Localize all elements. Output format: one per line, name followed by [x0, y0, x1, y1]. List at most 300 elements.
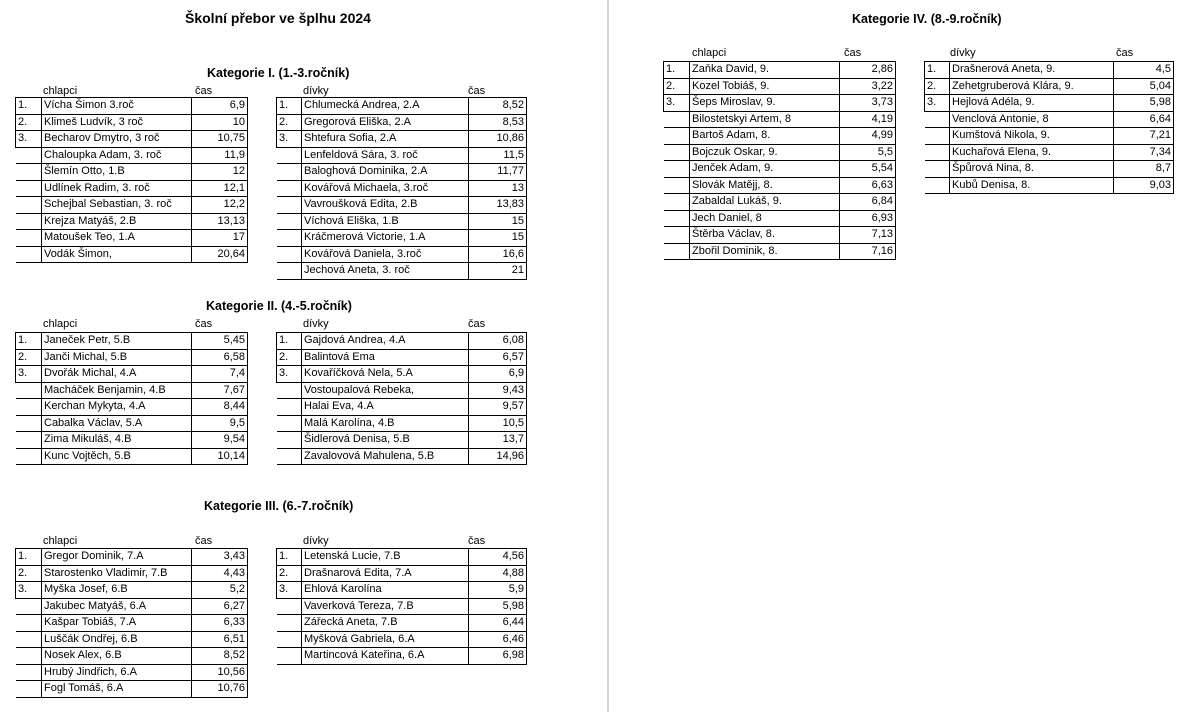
name-cell: Zima Mikuláš, 4.B: [42, 432, 192, 449]
table-row: [664, 194, 896, 211]
time-cell: 13,13: [192, 213, 248, 230]
time-cell: 5,5: [840, 144, 896, 161]
table-row: [664, 161, 896, 178]
time-cell: 4,99: [840, 128, 896, 145]
table-row: [664, 227, 896, 244]
table-row: [16, 549, 248, 566]
time-cell: 8,52: [192, 648, 248, 665]
table-row: [16, 98, 248, 115]
name-cell: Štěrba Václav, 8.: [690, 227, 840, 244]
table-row: [925, 177, 1174, 194]
place-cell: 1.: [664, 62, 690, 79]
name-cell: Luščák Ondřej, 6.B: [42, 631, 192, 648]
time-cell: 10,75: [192, 131, 248, 148]
time-cell: 11,9: [192, 147, 248, 164]
boys-header: chlapci: [43, 535, 78, 547]
name-cell: Gregorová Eliška, 2.A: [302, 114, 469, 131]
place-cell: 2.: [277, 565, 302, 582]
name-cell: Starostenko Vladimir, 7.B: [42, 565, 192, 582]
table-row: [664, 78, 896, 95]
place-cell: [925, 177, 950, 194]
place-cell: [16, 180, 42, 197]
place-cell: 2.: [277, 114, 302, 131]
table-row: [16, 164, 248, 181]
place-cell: 3.: [16, 366, 42, 383]
table-row: [16, 448, 248, 465]
time-cell: 20,64: [192, 246, 248, 263]
place-cell: 2.: [925, 78, 950, 95]
time-cell: 3,73: [840, 95, 896, 112]
time-cell: 11,5: [469, 147, 527, 164]
time-cell: 9,5: [192, 415, 248, 432]
table-row: [16, 197, 248, 214]
table-row: [277, 333, 527, 350]
place-cell: 1.: [16, 98, 42, 115]
time-cell: 4,43: [192, 565, 248, 582]
table-row: [664, 95, 896, 112]
category-title: Kategorie I. (1.-3.ročník): [207, 66, 350, 80]
name-cell: Zářecká Aneta, 7.B: [302, 615, 469, 632]
table-row: [277, 382, 527, 399]
time-cell: 6,98: [469, 648, 527, 665]
time-header: čas: [468, 535, 486, 547]
time-cell: 15: [469, 213, 527, 230]
table-row: [664, 128, 896, 145]
time-cell: 5,98: [1114, 95, 1174, 112]
time-cell: 5,9: [469, 582, 527, 599]
name-cell: Gajdová Andrea, 4.A: [302, 333, 469, 350]
name-cell: Jakubec Matyáš, 6.A: [42, 598, 192, 615]
place-cell: 2.: [277, 349, 302, 366]
name-cell: Hrubý Jindřich, 6.A: [42, 664, 192, 681]
name-cell: Chlumecká Andrea, 2.A: [302, 98, 469, 115]
name-cell: Kumštová Nikola, 9.: [950, 128, 1114, 145]
table-row: [16, 615, 248, 632]
name-cell: Udlínek Radim, 3. roč: [42, 180, 192, 197]
time-header: čas: [468, 85, 486, 97]
table-row: [16, 664, 248, 681]
name-cell: Shtefura Sofia, 2.A: [302, 131, 469, 148]
time-cell: 8,44: [192, 399, 248, 416]
table-row: [277, 615, 527, 632]
time-cell: 3,22: [840, 78, 896, 95]
name-cell: Kráčmerová Victorie, 1.A: [302, 230, 469, 247]
place-cell: [16, 681, 42, 698]
name-cell: Kerchan Mykyta, 4.A: [42, 399, 192, 416]
place-cell: [16, 197, 42, 214]
name-cell: Bilostetskyi Artem, 8: [690, 111, 840, 128]
table-row: [16, 131, 248, 148]
table-row: [277, 197, 527, 214]
name-cell: Gregor Dominik, 7.A: [42, 549, 192, 566]
time-cell: 15: [469, 230, 527, 247]
name-cell: Myšková Gabriela, 6.A: [302, 631, 469, 648]
name-cell: Malá Karolína, 4.B: [302, 415, 469, 432]
table-row: [664, 243, 896, 260]
time-cell: 2,86: [840, 62, 896, 79]
time-cell: 10,86: [469, 131, 527, 148]
time-cell: 6,9: [469, 366, 527, 383]
name-cell: Janeček Petr, 5.B: [42, 333, 192, 350]
place-cell: [664, 194, 690, 211]
time-cell: 7,16: [840, 243, 896, 260]
time-cell: 4,56: [469, 549, 527, 566]
time-cell: 6,63: [840, 177, 896, 194]
name-cell: Krejza Matyáš, 2.B: [42, 213, 192, 230]
name-cell: Cabalka Václav, 5.A: [42, 415, 192, 432]
place-cell: [16, 615, 42, 632]
table-row: [16, 213, 248, 230]
girls-header: dívky: [303, 318, 329, 330]
table-row: [16, 382, 248, 399]
time-cell: 12,1: [192, 180, 248, 197]
name-cell: Bojczuk Oskar, 9.: [690, 144, 840, 161]
place-cell: [277, 213, 302, 230]
place-cell: [277, 598, 302, 615]
place-cell: [925, 111, 950, 128]
name-cell: Zaňka David, 9.: [690, 62, 840, 79]
time-cell: 3,43: [192, 549, 248, 566]
name-cell: Ehlová Karolína: [302, 582, 469, 599]
place-cell: [925, 144, 950, 161]
name-cell: Slovák Matějj, 8.: [690, 177, 840, 194]
name-cell: Vodák Šimon,: [42, 246, 192, 263]
boys-header: chlapci: [43, 318, 78, 330]
place-cell: [16, 382, 42, 399]
time-cell: 10: [192, 114, 248, 131]
time-cell: 5,45: [192, 333, 248, 350]
results-table-cat1-girls: [276, 97, 527, 280]
name-cell: Jenček Adam, 9.: [690, 161, 840, 178]
time-header: čas: [195, 318, 213, 330]
table-row: [16, 147, 248, 164]
table-row: [277, 598, 527, 615]
time-cell: 5,98: [469, 598, 527, 615]
table-row: [277, 448, 527, 465]
time-header: čas: [468, 318, 486, 330]
place-cell: 2.: [16, 565, 42, 582]
table-row: [925, 62, 1174, 79]
place-cell: [16, 664, 42, 681]
time-cell: 7,21: [1114, 128, 1174, 145]
time-cell: 4,5: [1114, 62, 1174, 79]
name-cell: Janči Michal, 5.B: [42, 349, 192, 366]
place-cell: [277, 399, 302, 416]
name-cell: Drašnarová Edita, 7.A: [302, 565, 469, 582]
place-cell: [277, 263, 302, 280]
name-cell: Klimeš Ludvík, 3 roč: [42, 114, 192, 131]
place-cell: [16, 448, 42, 465]
table-row: [277, 164, 527, 181]
place-cell: [664, 161, 690, 178]
name-cell: Kovářová Michaela, 3.roč: [302, 180, 469, 197]
place-cell: 3.: [277, 131, 302, 148]
time-cell: 6,51: [192, 631, 248, 648]
place-cell: [16, 648, 42, 665]
name-cell: Lenfeldová Sára, 3. roč: [302, 147, 469, 164]
table-row: [16, 230, 248, 247]
results-table-cat4-boys: [663, 61, 896, 260]
place-cell: [664, 243, 690, 260]
table-row: [16, 366, 248, 383]
table-row: [16, 349, 248, 366]
table-row: [16, 648, 248, 665]
name-cell: Becharov Dmytro, 3 roč: [42, 131, 192, 148]
table-row: [277, 180, 527, 197]
name-cell: Vícha Šimon 3.roč: [42, 98, 192, 115]
name-cell: Dvořák Michal, 4.A: [42, 366, 192, 383]
name-cell: Myška Josef, 6.B: [42, 582, 192, 599]
place-cell: [664, 144, 690, 161]
table-row: [16, 180, 248, 197]
name-cell: Zbořil Dominik, 8.: [690, 243, 840, 260]
place-cell: 1.: [277, 98, 302, 115]
results-table-cat4-girls: [924, 61, 1174, 194]
name-cell: Drašnerová Aneta, 9.: [950, 62, 1114, 79]
place-cell: [16, 246, 42, 263]
place-cell: 3.: [16, 131, 42, 148]
time-cell: 10,5: [469, 415, 527, 432]
place-cell: [277, 448, 302, 465]
place-cell: 2.: [664, 78, 690, 95]
table-row: [277, 349, 527, 366]
place-cell: [16, 415, 42, 432]
time-cell: 5,2: [192, 582, 248, 599]
column-divider: [607, 0, 609, 712]
place-cell: [16, 164, 42, 181]
results-table-cat3-girls: [276, 548, 527, 665]
name-cell: Šeps Miroslav, 9.: [690, 95, 840, 112]
name-cell: Baloghová Dominika, 2.A: [302, 164, 469, 181]
table-row: [277, 98, 527, 115]
time-cell: 6,57: [469, 349, 527, 366]
time-cell: 8,53: [469, 114, 527, 131]
table-row: [16, 582, 248, 599]
place-cell: [277, 432, 302, 449]
table-row: [925, 78, 1174, 95]
place-cell: [277, 648, 302, 665]
name-cell: Kašpar Tobiáš, 7.A: [42, 615, 192, 632]
time-cell: 6,08: [469, 333, 527, 350]
place-cell: 3.: [16, 582, 42, 599]
time-cell: 12: [192, 164, 248, 181]
name-cell: Šlemín Otto, 1.B: [42, 164, 192, 181]
time-cell: 6,84: [840, 194, 896, 211]
place-cell: 1.: [925, 62, 950, 79]
name-cell: Kuchařová Elena, 9.: [950, 144, 1114, 161]
table-row: [277, 213, 527, 230]
table-row: [277, 648, 527, 665]
table-row: [925, 128, 1174, 145]
place-cell: [16, 631, 42, 648]
results-table-cat2-girls: [276, 332, 527, 465]
place-cell: [664, 111, 690, 128]
time-cell: 7,4: [192, 366, 248, 383]
time-cell: 7,67: [192, 382, 248, 399]
place-cell: [664, 177, 690, 194]
name-cell: Šidlerová Denisa, 5.B: [302, 432, 469, 449]
time-cell: 6,9: [192, 98, 248, 115]
time-cell: 6,58: [192, 349, 248, 366]
place-cell: 1.: [16, 549, 42, 566]
name-cell: Zabaldal Lukáš, 9.: [690, 194, 840, 211]
time-cell: 13,83: [469, 197, 527, 214]
time-cell: 10,14: [192, 448, 248, 465]
place-cell: 2.: [16, 349, 42, 366]
time-header: čas: [844, 47, 862, 59]
name-cell: Vavroušková Edita, 2.B: [302, 197, 469, 214]
name-cell: Hejlová Adéla, 9.: [950, 95, 1114, 112]
place-cell: [925, 161, 950, 178]
name-cell: Kovářová Daniela, 3.roč: [302, 246, 469, 263]
time-cell: 6,93: [840, 210, 896, 227]
place-cell: [277, 164, 302, 181]
table-row: [664, 144, 896, 161]
place-cell: 1.: [277, 549, 302, 566]
table-row: [277, 263, 527, 280]
time-cell: 9,57: [469, 399, 527, 416]
place-cell: [277, 230, 302, 247]
results-table-cat2-boys: [15, 332, 248, 465]
time-cell: 10,76: [192, 681, 248, 698]
name-cell: Matoušek Teo, 1.A: [42, 230, 192, 247]
place-cell: [925, 128, 950, 145]
time-cell: 21: [469, 263, 527, 280]
time-cell: 9,03: [1114, 177, 1174, 194]
table-row: [16, 399, 248, 416]
table-row: [16, 681, 248, 698]
place-cell: 3.: [277, 582, 302, 599]
name-cell: Chaloupka Adam, 3. roč: [42, 147, 192, 164]
time-cell: 5,54: [840, 161, 896, 178]
place-cell: 3.: [664, 95, 690, 112]
place-cell: 1.: [16, 333, 42, 350]
table-row: [277, 147, 527, 164]
table-row: [925, 95, 1174, 112]
name-cell: Zehetgruberová Klára, 9.: [950, 78, 1114, 95]
name-cell: Kunc Vojtěch, 5.B: [42, 448, 192, 465]
table-row: [277, 582, 527, 599]
table-row: [16, 432, 248, 449]
name-cell: Balintová Ema: [302, 349, 469, 366]
table-row: [664, 177, 896, 194]
place-cell: [16, 598, 42, 615]
place-cell: 2.: [16, 114, 42, 131]
place-cell: [277, 147, 302, 164]
name-cell: Kubů Denisa, 8.: [950, 177, 1114, 194]
name-cell: Nosek Alex, 6.B: [42, 648, 192, 665]
name-cell: Martincová Kateřina, 6.A: [302, 648, 469, 665]
time-cell: 14,96: [469, 448, 527, 465]
table-row: [277, 415, 527, 432]
time-cell: 8,52: [469, 98, 527, 115]
time-cell: 6,46: [469, 631, 527, 648]
place-cell: [277, 246, 302, 263]
place-cell: [16, 213, 42, 230]
time-cell: 7,34: [1114, 144, 1174, 161]
boys-header: chlapci: [43, 85, 78, 97]
time-cell: 6,44: [469, 615, 527, 632]
time-cell: 17: [192, 230, 248, 247]
time-cell: 16,6: [469, 246, 527, 263]
time-cell: 11,77: [469, 164, 527, 181]
name-cell: Vostoupalová Rebeka,: [302, 382, 469, 399]
name-cell: Schejbal Sebastian, 3. roč: [42, 197, 192, 214]
time-cell: 4,19: [840, 111, 896, 128]
page-title: Školní přebor ve šplhu 2024: [185, 10, 371, 26]
place-cell: [277, 382, 302, 399]
time-cell: 8,7: [1114, 161, 1174, 178]
table-row: [277, 432, 527, 449]
place-cell: [277, 197, 302, 214]
table-row: [277, 399, 527, 416]
table-row: [277, 565, 527, 582]
table-row: [277, 549, 527, 566]
time-cell: 13,7: [469, 432, 527, 449]
place-cell: 3.: [925, 95, 950, 112]
name-cell: Špůrová Nina, 8.: [950, 161, 1114, 178]
place-cell: [664, 128, 690, 145]
girls-header: dívky: [950, 47, 976, 59]
time-cell: 12,2: [192, 197, 248, 214]
name-cell: Letenská Lucie, 7.B: [302, 549, 469, 566]
place-cell: [16, 432, 42, 449]
name-cell: Kovaříčková Nela, 5.A: [302, 366, 469, 383]
table-row: [277, 230, 527, 247]
table-row: [277, 631, 527, 648]
name-cell: Zavalovová Mahulena, 5.B: [302, 448, 469, 465]
name-cell: Víchová Eliška, 1.B: [302, 213, 469, 230]
place-cell: [277, 180, 302, 197]
time-cell: 5,04: [1114, 78, 1174, 95]
place-cell: 1.: [277, 333, 302, 350]
table-row: [925, 144, 1174, 161]
time-header: čas: [1116, 47, 1134, 59]
name-cell: Vaverková Tereza, 7.B: [302, 598, 469, 615]
boys-header: chlapci: [692, 47, 727, 59]
table-row: [925, 161, 1174, 178]
place-cell: [16, 399, 42, 416]
name-cell: Bartoš Adam, 8.: [690, 128, 840, 145]
results-table-cat1-boys: [15, 97, 248, 263]
table-row: [277, 366, 527, 383]
table-row: [925, 111, 1174, 128]
time-cell: 6,27: [192, 598, 248, 615]
time-cell: 10,56: [192, 664, 248, 681]
table-row: [16, 333, 248, 350]
name-cell: Kozel Tobiáš, 9.: [690, 78, 840, 95]
time-cell: 9,43: [469, 382, 527, 399]
girls-header: dívky: [303, 535, 329, 547]
place-cell: 3.: [277, 366, 302, 383]
table-row: [664, 111, 896, 128]
place-cell: [16, 230, 42, 247]
place-cell: [16, 147, 42, 164]
time-cell: 6,33: [192, 615, 248, 632]
place-cell: [277, 631, 302, 648]
name-cell: Halai Eva, 4.A: [302, 399, 469, 416]
time-cell: 4,88: [469, 565, 527, 582]
time-header: čas: [195, 535, 213, 547]
place-cell: [664, 210, 690, 227]
table-row: [277, 114, 527, 131]
table-row: [664, 62, 896, 79]
table-row: [16, 598, 248, 615]
time-cell: 9,54: [192, 432, 248, 449]
category-title: Kategorie II. (4.-5.ročník): [206, 299, 352, 313]
place-cell: [277, 615, 302, 632]
place-cell: [664, 227, 690, 244]
